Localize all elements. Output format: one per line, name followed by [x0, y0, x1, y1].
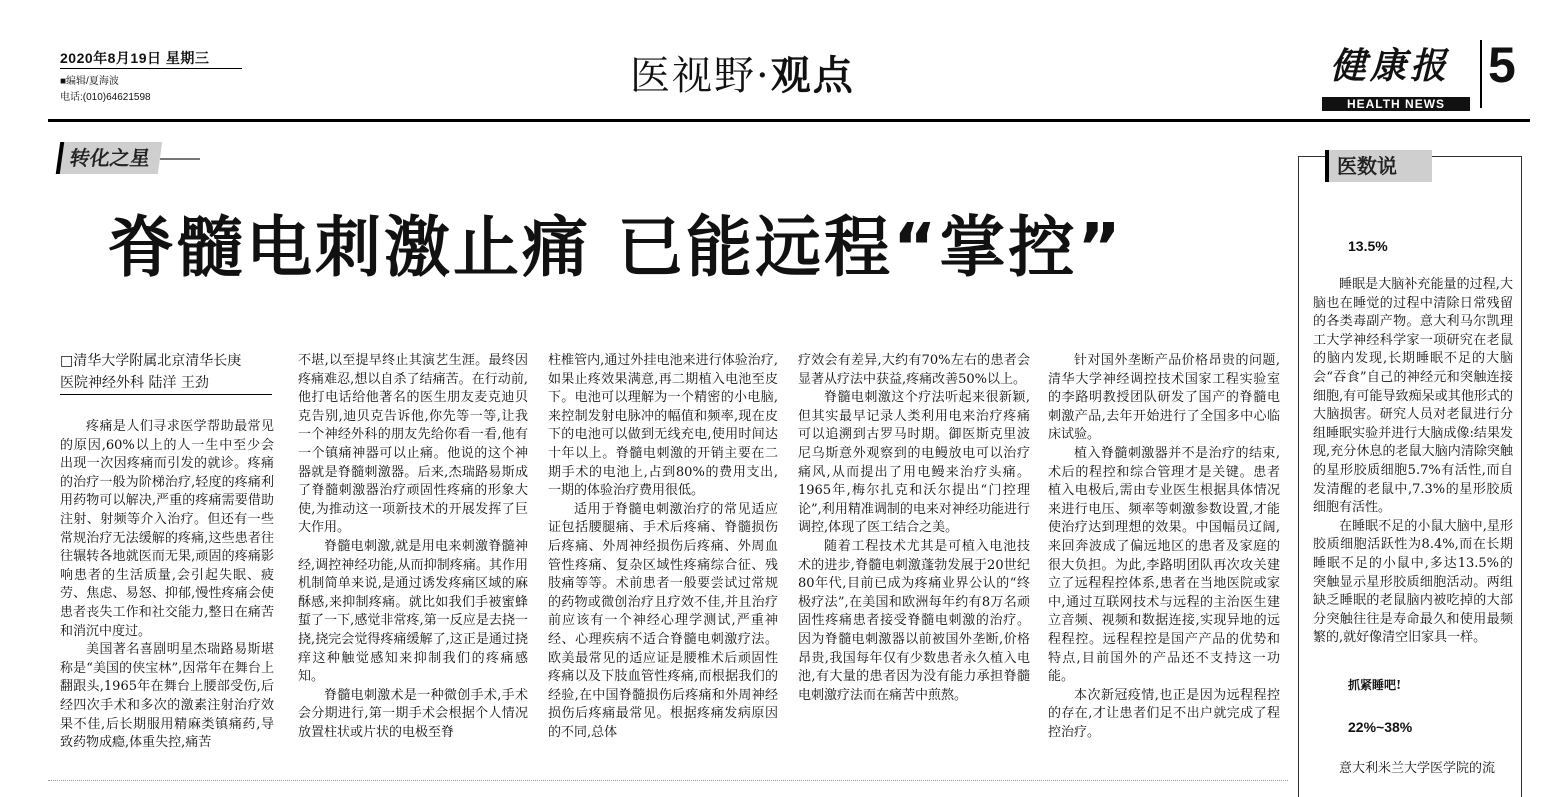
article-column-1 [60, 418, 274, 753]
paragraph: 睡眠是大脑补充能量的过程,大脑也在睡觉的过程中清除日常残留的各类毒副产物。意大利马尔凯理工大学神经科学家一项研究在老鼠的脑内发现,长期睡眠不足的大脑会“吞食”自己的神经元和突触连接细胞,有可能导致痴呆或其他形式的大脑损害。研究人员对老鼠进行分组睡眠实验并进行大脑成像:结果发现,充分休息的老鼠大脑内清除突触的星形胶质细胞5.7%有活性,而自发清醒的老鼠中,7.3%的星形胶质细胞有活性。 [1313, 277, 1513, 516]
date-underline [60, 68, 242, 69]
sidebar-signoff: 抓紧睡吧! [1348, 678, 1402, 692]
masthead-english: HEALTH NEWS [1322, 97, 1470, 111]
section-title-main: 医视野· [630, 53, 771, 99]
bottom-divider [48, 780, 1288, 781]
section-title [630, 44, 855, 101]
section-title-sub: 观点 [770, 53, 855, 99]
paragraph: 疗效会有差异,大约有70%左右的患者会显著从疗法中获益,疼痛改善50%以上。 [798, 353, 1030, 387]
byline-authors: 医院神经外科 陆洋 王劲 [60, 375, 209, 391]
column-tag: 转化之星 [56, 142, 162, 174]
paragraph: 意大利米兰大学医学院的流 [1339, 761, 1496, 776]
masthead-logo: 健康报 [1329, 45, 1450, 87]
paragraph: 在睡眠不足的小鼠大脑中,星形胶质细胞活跃性为8.4%,而在长期睡眠不足的小鼠中,多达13.5%的突触显示星形胶质细胞活动。两组缺乏睡眠的老鼠脑内被吃掉的大部分突触往往是寿命最久和使用最频繁的,就好像清空旧家具一样。 [1313, 518, 1513, 646]
sidebar-text-2 [1313, 760, 1513, 783]
article-column-5 [1048, 352, 1280, 752]
article-column-3 [548, 352, 778, 752]
paragraph: 适用于脊髓电刺激治疗的常见适应证包括腰腿痛、手术后疼痛、脊髓损伤后疼痛、外周神经损伤后疼痛、外周血管性疼痛、复杂区域性疼痛综合征、残肢痛等等。术前患者一般要尝试过常规的药物或微创治疗且疗效不佳,并且治疗前应该有一个神经心理学测试,严重神经、心理疾病不适合脊髓电刺激疗法。欧美最常见的适应证是腰椎术后顽固性疼痛以及下肢血管性疼痛,而根据我们的经验,在中国脊髓损伤后疼痛和外周神经损伤后疼痛最常见。根据疼痛发病原因的不同,总体 [548, 501, 778, 740]
paragraph: 脊髓电刺激这个疗法听起来很新颖,但其实最早记录人类利用电来治疗疼痛可以追溯到古罗马时期。御医斯克里波尼乌斯意外观察到的电鳗放电可以治疗痛风,从而提出了用电鳗来治疗头痛。1965年,梅尔扎克和沃尔提出“门控理论”,利用精准调制的电来对神经功能进行调控,体现了医工结合之美。 [798, 390, 1030, 536]
paragraph: 随着工程技术尤其是可植入电池技术的进步,脊髓电刺激蓬勃发展于20世纪80年代,目前已成为疼痛业界公认的“终极疗法”,在美国和欧洲每年约有8万名顽固性疼痛患者接受脊髓电刺激的治疗。因为脊髓电刺激器以前被国外垄断,价格昂贵,我国每年仅有少数患者永久植入电池,有大量的患者因为没有能力承担脊髓电刺激疗法而在痛苦中煎熬。 [798, 538, 1030, 703]
paragraph: 针对国外垄断产品价格昂贵的问题,清华大学神经调控技术国家工程实验室的李路明教授团队研发了国产的脊髓电刺激产品,去年开始进行了全国多中心临床试验。 [1048, 353, 1280, 443]
paragraph: 脊髓电刺激术是一种微创手术,手术会分期进行,第一期手术会根据个人情况放置柱状或片状的电极至脊 [298, 687, 528, 740]
header-rule [48, 119, 1530, 122]
paragraph: 植入脊髓刺激器并不是治疗的结束,术后的程控和综合管理才是关键。患者植入电极后,需由专业医生根据具体情况来进行电压、频率等刺激参数设置,才能使治疗达到理想的效果。中国幅员辽阔,来回奔波成了偏远地区的患者及家庭的很大负担。为此,李路明团队再次攻关建立了远程程控体系,患者在当地医院或家中,通过互联网技术与远程的主治医生建立音频、视频和数据连接,实现异地的远程程控。远程程控是国产产品的优势和特点,目前国外的产品还不支持这一功能。 [1048, 445, 1280, 685]
paragraph: 柱椎管内,通过外挂电池来进行体验治疗,如果止疼效果满意,再二期植入电池至皮下。电池可以理解为一个精密的小电脑,来控制发射电脉冲的幅值和频率,现在皮下的电池可以做到无线充电,使用时间达十年以上。脊髓电刺激的开销主要在二期手术的电池上,占到80%的费用支出,一期的体验治疗费用很低。 [548, 353, 778, 499]
sidebar-tag: 医数说 [1325, 150, 1432, 182]
article-headline: 脊髓电刺激止痛 已能远程“掌控” [108, 209, 1124, 286]
editor-phone: 电话:(010)64621598 [60, 92, 151, 103]
byline-affiliation: □清华大学附属北京清华长庚 [60, 353, 242, 369]
article-column-4 [798, 352, 1030, 752]
sidebar-stat-2: 22%~38% [1348, 719, 1413, 735]
paragraph: 本次新冠疫情,也正是因为远程程控的存在,才让患者们足不出户就完成了程控治疗。 [1048, 687, 1280, 740]
editor-credit: ■编辑/夏海波 [60, 76, 119, 87]
paragraph: 美国著名喜剧明星杰瑞路易斯堪称是“美国的侠宝林”,因常年在舞台上翻跟头,1965年在舞台上腰部受伤,后经四次手术和多次的激素注射治疗效果不佳,后长期服用精麻类镇痛药,导致药物成瘾,体重失控,痛苦 [60, 642, 274, 751]
paragraph: 疼痛是人们寻求医学帮助最常见的原因,60%以上的人一生中至少会出现一次因疼痛而引发的就诊。疼痛的治疗一般为阶梯治疗,轻度的疼痛利用药物可以解决,严重的疼痛需要借助注射、射频等介入治疗。但还有一些常规治疗无法缓解的疼痛,这些患者往往辗转各地就医而无果,顽固的疼痛影响患者的生活质量,会引起失眠、疲劳、焦虑、易怒、抑郁,慢性疼痛会使患者丧失工作和社交能力,整日在痛苦和消沉中度过。 [60, 419, 274, 639]
page-number-divider [1480, 40, 1482, 108]
paragraph: 不堪,以至提早终止其演艺生涯。最终因疼痛难忍,想以自杀了结痛苦。在行动前,他打电话给他著名的医生朋友麦克迪贝克告别,迪贝克告诉他,你先等一等,让我一个神经外科的朋友先给你看一看,他有一个镇痛神器可以止痛。他说的这个神器就是脊髓刺激器。后来,杰瑞路易斯成了脊髓刺激器治疗顽固性疼痛的形象大使,为推动这一项新技术的开展发挥了巨大作用。 [298, 353, 528, 536]
sidebar-text-1 [1313, 276, 1513, 696]
page-number: 5 [1488, 37, 1516, 93]
byline-underline [60, 394, 272, 395]
sidebar-stat-1: 13.5% [1348, 238, 1388, 254]
column-tag-rule [160, 158, 200, 160]
paragraph: 脊髓电刺激,就是用电来刺激脊髓神经,调控神经功能,从而抑制疼痛。其作用机制简单来说,是通过诱发疼痛区域的麻酥感,来抑制疼痛。就比如我们手被蜜蜂蜇了一下,感觉非常疼,第一反应是去挠一挠,挠完会觉得疼痛缓解了,这正是通过挠痒这种触觉感知来抑制我们的疼痛感知。 [298, 538, 528, 685]
article-column-2 [298, 352, 528, 752]
issue-date: 2020年8月19日 星期三 [60, 50, 210, 66]
